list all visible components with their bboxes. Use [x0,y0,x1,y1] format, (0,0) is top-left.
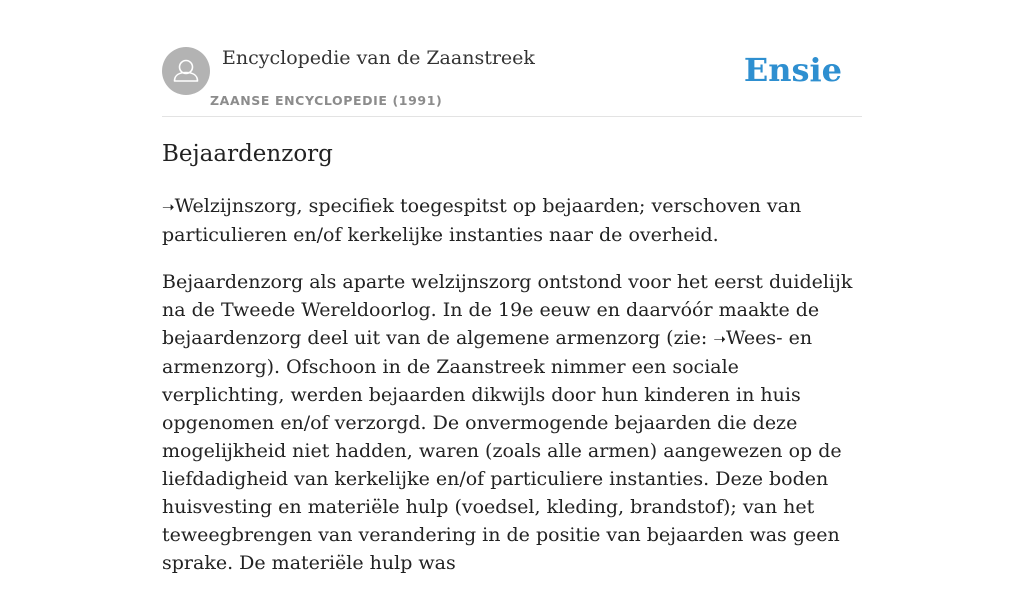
avatar[interactable] [162,47,210,95]
entry-title: Bejaardenzorg [162,141,333,167]
brand-logo[interactable]: Ensie [743,51,842,89]
source-header [162,46,862,117]
body-text-start: Bejaardenzorg als aparte welzijnszorg ontstond voor het eerst duidelijk na de Tweede Wereldoorlog. In de 19e eeuw en daarvóór maakte de bejaardenzorg deel uit van de algemene armenzorg (zie: [162,271,853,349]
source-title[interactable]: Encyclopedie van de Zaanstreek [222,47,535,69]
source-subtitle: ZAANSE ENCYCLOPEDIE (1991) [210,93,443,108]
article-content [162,136,864,596]
body-text-end: ). Ofschoon in de Zaanstreek nimmer een sociale verplichting, werden bejaarden dikwijls door hun kinderen in huis opgenomen en/of verzorgd. De onvermogende bejaarden die deze mogelijkheid niet hadden, waren (zoals alle armen) aangewezen op de liefdadigheid van kerkelijke en/of particuliere instanties. Deze boden huisvesting en materiële hulp (voedsel, kleding, brandstof); van het teweegbrengen van verandering in de positie van bejaarden was geen sprake. De materiële hulp was [162,356,842,574]
body-paragraph [162,268,864,577]
cross-reference-link[interactable]: Wees- en armenzorg [162,327,813,378]
arrow-right-icon: ➝ [162,198,175,216]
definition-paragraph [162,192,864,249]
user-icon [162,47,210,95]
definition-text: Welzijnszorg, specifiek toegespitst op bejaarden; verschoven van particulieren en/of kerkelijke instanties naar de overheid. [162,195,802,246]
arrow-right-icon: ➝ [713,330,726,348]
